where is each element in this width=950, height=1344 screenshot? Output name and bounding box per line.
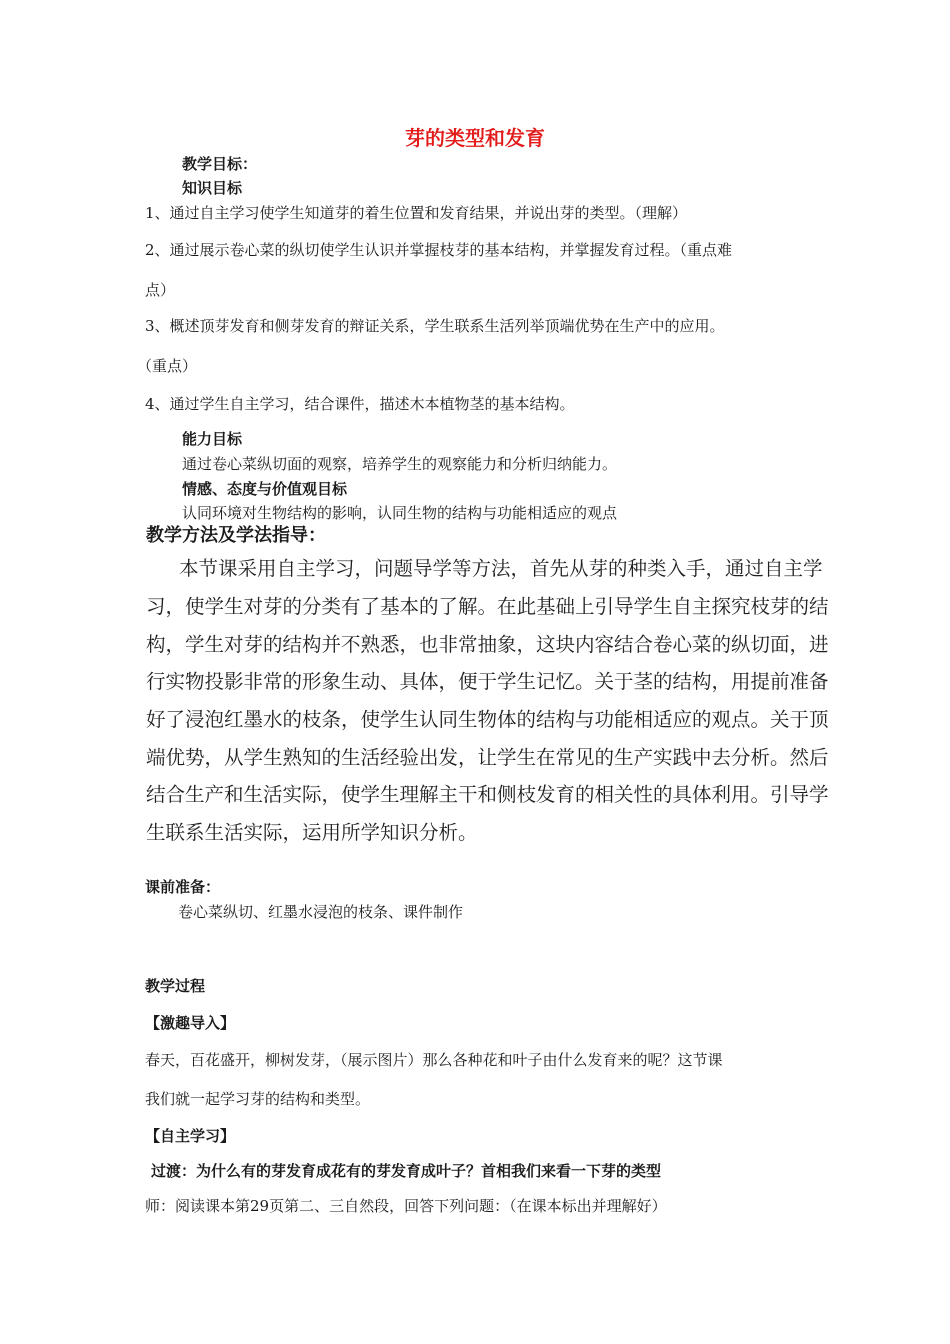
method-line: 生联系生活实际，运用所学知识分析。 (146, 821, 478, 844)
ability-objectives-text: 通过卷心菜纵切面的观察，培养学生的观察能力和分析归纳能力。 (182, 455, 618, 473)
objective-item-1: 1、通过自主学习使学生知道芽的着生位置和发育结果，并说出芽的类型。（理解） (145, 204, 688, 222)
intro-line: 春天，百花盛开，柳树发芽，（展示图片）那么各种花和叶子由什么发育来的呢？这节课 (145, 1051, 723, 1069)
method-line: 构，学生对芽的结构并不熟悉，也非常抽象，这块内容结合卷心菜的纵切面，进 (146, 633, 829, 656)
method-line: 习，使学生对芽的分类有了基本的了解。在此基础上引导学生自主探究枝芽的结 (146, 595, 829, 618)
method-heading: 教学方法及学法指导： (146, 525, 326, 546)
emotion-objectives-text: 认同环境对生物结构的影响，认同生物的结构与功能相适应的观点 (182, 504, 618, 522)
objective-item-4: 4、通过学生自主学习，结合课件，描述木本植物茎的基本结构。 (145, 395, 575, 413)
objectives-heading: 教学目标： (182, 155, 258, 173)
prep-text: 卷心菜纵切、红墨水浸泡的枝条、课件制作 (178, 903, 464, 921)
method-line: 本节课采用自主学习，问题导学等方法，首先从芽的种类入手，通过自主学 (179, 557, 823, 580)
objective-item-3: 3、概述顶芽发育和侧芽发育的辩证关系，学生联系生活列举顶端优势在生产中的应用。 (145, 317, 725, 335)
method-line: 端优势，从学生熟知的生活经验出发，让学生在常见的生产实践中去分析。然后 (146, 746, 829, 769)
intro-heading: 【激趣导入】 (145, 1014, 236, 1032)
ability-objectives-heading: 能力目标 (182, 430, 243, 448)
teacher-instruction: 师：阅读课本第29页第二、三自然段，回答下列问题：（在课本标出并理解好） (145, 1197, 667, 1215)
self-study-heading: 【自主学习】 (145, 1127, 236, 1145)
objective-item-3-cont: （重点） (137, 357, 198, 375)
knowledge-objectives-heading: 知识目标 (182, 179, 243, 197)
emotion-objectives-heading: 情感、态度与价值观目标 (182, 480, 348, 498)
transition-text: 过渡：为什么有的芽发育成花有的芽发育成叶子？首相我们来看一下芽的类型 (151, 1162, 662, 1180)
method-line: 行实物投影非常的形象生动、具体，便于学生记忆。关于茎的结构，用提前准备 (146, 670, 829, 693)
prep-heading: 课前准备： (145, 878, 221, 896)
method-line: 结合生产和生活实际，使学生理解主干和侧枝发育的相关性的具体利用。引导学 (146, 783, 829, 806)
process-heading: 教学过程 (145, 977, 206, 995)
method-line: 好了浸泡红墨水的枝条，使学生认同生物体的结构与功能相适应的观点。关于顶 (146, 708, 829, 731)
document-title: 芽的类型和发育 (405, 126, 545, 150)
objective-item-2: 2、通过展示卷心菜的纵切使学生认识并掌握枝芽的基本结构，并掌握发育过程。（重点难 (145, 241, 733, 259)
objective-item-2-cont: 点） (145, 281, 176, 299)
intro-line: 我们就一起学习芽的结构和类型。 (145, 1090, 371, 1108)
